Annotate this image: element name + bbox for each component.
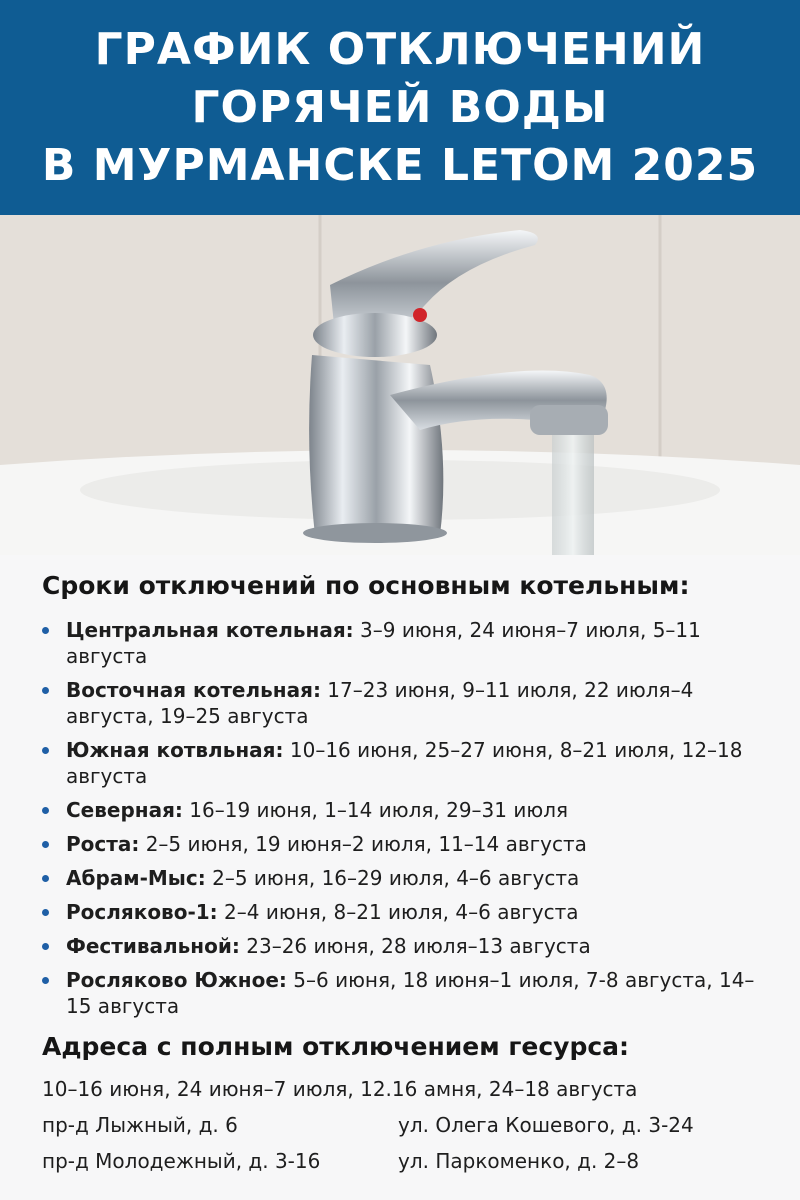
faucet-illustration <box>0 215 800 555</box>
boiler-name: Фестивальной: <box>66 934 240 958</box>
title-line-3: В МУРМАНСКЕ LETOM 2025 <box>41 139 759 191</box>
boiler-name: Южная котвльная: <box>66 738 284 762</box>
boiler-dates: 10–16 июня, 25–27 июня, 8–21 июля, 12–18 августа <box>66 738 743 788</box>
list-item <box>40 617 770 669</box>
bullet-icon <box>42 687 49 694</box>
title-line-1: ГРАФИК ОТКЛЮЧЕНИЙ <box>94 23 706 75</box>
boiler-name: Центральная котельная: <box>66 618 354 642</box>
bullet-icon <box>42 943 49 950</box>
schedule-title: Сроки отключений по основным котельным: <box>42 571 690 600</box>
faucet-photo <box>0 215 800 555</box>
list-item <box>40 797 770 823</box>
list-item <box>40 865 770 891</box>
boiler-dates: 5–6 июня, 18 июня–1 июля, 7-8 августа, 14–15 августа <box>66 968 755 1018</box>
bullet-icon <box>42 807 49 814</box>
address-left-1: пр-д Лыжный, д. 6 <box>42 1113 238 1137</box>
boiler-dates: 17–23 июня, 9–11 июля, 22 июля–4 августа, 19–25 августа <box>66 678 694 728</box>
boiler-dates: 3–9 июня, 24 июня–7 июля, 5–11 августа <box>66 618 701 668</box>
list-item <box>40 933 770 959</box>
address-right-1: ул. Олега Кошевого, д. 3-24 <box>398 1113 694 1137</box>
boiler-name: Росляково Южное: <box>66 968 287 992</box>
address-right-2: ул. Паркоменко, д. 2–8 <box>398 1149 640 1173</box>
title-line-2: ГОРЯЧЕЙ ВОДЫ <box>191 81 609 133</box>
bullet-icon <box>42 627 49 634</box>
list-item <box>40 677 770 729</box>
boiler-name: Росляково-1: <box>66 900 218 924</box>
content-area <box>0 555 800 1200</box>
bullet-icon <box>42 841 49 848</box>
addresses-dates: 10–16 июня, 24 июня–7 июля, 12.16 амня, 24–18 августа <box>42 1077 638 1101</box>
boiler-dates: 2–4 июня, 8–21 июля, 4–6 августа <box>217 900 579 924</box>
address-left-2: пр-д Молодежный, д. 3-16 <box>42 1149 321 1173</box>
bullet-icon <box>42 977 49 984</box>
bullet-icon <box>42 909 49 916</box>
boiler-dates: 2–5 июня, 19 июня–2 июля, 11–14 августа <box>139 832 587 856</box>
page-header <box>0 0 800 215</box>
boiler-name: Роста: <box>66 832 140 856</box>
list-item <box>40 967 770 1019</box>
list-item <box>40 899 770 925</box>
boiler-name: Северная: <box>66 798 183 822</box>
bullet-icon <box>42 747 49 754</box>
bullet-icon <box>42 875 49 882</box>
boiler-dates: 2–5 июня, 16–29 июля, 4–6 августа <box>205 866 580 890</box>
boiler-name: Абрам-Мыс: <box>66 866 206 890</box>
boiler-name: Восточная котельная: <box>66 678 321 702</box>
list-item <box>40 737 770 789</box>
schedule-list <box>40 617 770 1027</box>
addresses-title: Адреса с полным отключением гесурса: <box>42 1032 630 1061</box>
boiler-dates: 23–26 июня, 28 июля–13 августа <box>239 934 591 958</box>
list-item <box>40 831 770 857</box>
boiler-dates: 16–19 июня, 1–14 июля, 29–31 июля <box>182 798 569 822</box>
